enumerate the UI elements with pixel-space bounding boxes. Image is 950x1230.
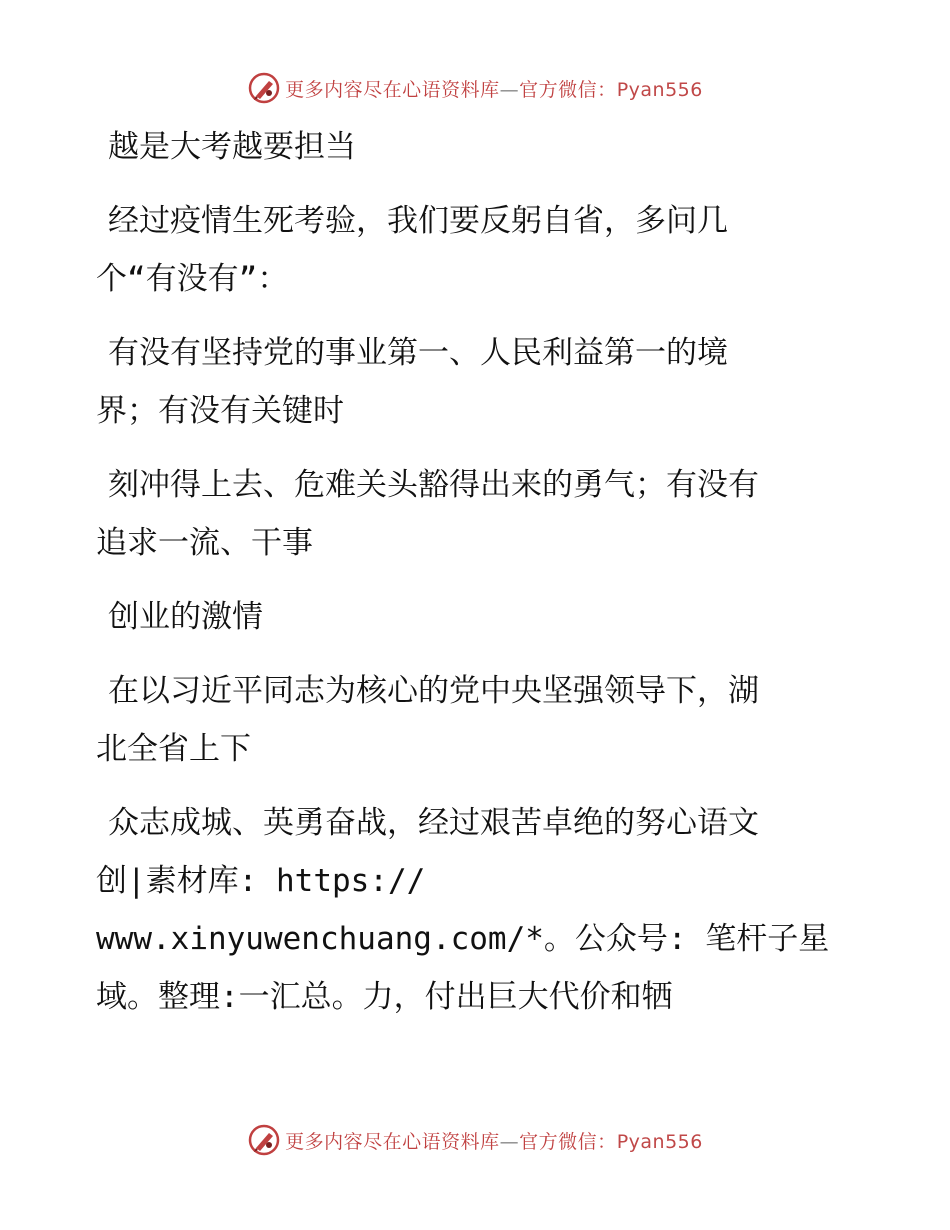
footer-banner-inner [247, 1122, 703, 1158]
header-banner-main: 更多内容尽在心语资料库 [285, 78, 500, 101]
paragraph-line: 域。整理:一汇总。力，付出巨大代价和牺 [96, 979, 673, 1015]
pen-logo-icon [247, 1123, 281, 1157]
header-banner-text [285, 75, 703, 102]
footer-banner-main: 更多内容尽在心语资料库 [285, 1130, 500, 1153]
paragraph-4 [96, 456, 836, 572]
footer-banner-id: Pyan556 [616, 1130, 703, 1153]
paragraph-line: 创|素材库: https:// [96, 863, 426, 899]
paragraph-line: 经过疫情生死考验，我们要反躬自省，多问几 [108, 203, 728, 239]
footer-banner-official: 官方微信： [519, 1130, 617, 1153]
paragraph-line: www.xinyuwenchuang.com/*。公众号: 笔杆子星 [96, 921, 830, 957]
paragraph-5 [96, 588, 836, 646]
paragraph-line: 界；有没有关键时 [96, 393, 344, 429]
header-banner-sep: — [499, 78, 520, 101]
header-banner-inner [247, 70, 703, 106]
header-banner-id: Pyan556 [616, 78, 703, 101]
paragraph-7 [96, 794, 836, 1026]
header-banner [0, 70, 950, 106]
footer-banner-text [285, 1127, 703, 1154]
paragraph-1 [96, 118, 836, 176]
paragraph-line: 众志成城、英勇奋战，经过艰苦卓绝的努心语文 [108, 805, 759, 841]
paragraph-line: 个“有没有”： [96, 261, 289, 297]
paragraph-2 [96, 192, 836, 308]
paragraph-line: 越是大考越要担当 [108, 129, 356, 165]
paragraph-line: 创业的激情 [108, 599, 263, 635]
document-body [96, 118, 836, 1042]
paragraph-6 [96, 662, 836, 778]
header-banner-official: 官方微信： [519, 78, 617, 101]
paragraph-line: 北全省上下 [96, 731, 251, 767]
footer-banner-sep: — [499, 1130, 520, 1153]
paragraph-line: 刻冲得上去、危难关头豁得出来的勇气；有没有 [108, 467, 759, 503]
footer-banner [0, 1122, 950, 1158]
paragraph-3 [96, 324, 836, 440]
pen-logo-icon [247, 71, 281, 105]
paragraph-line: 追求一流、干事 [96, 525, 313, 561]
paragraph-line: 有没有坚持党的事业第一、人民利益第一的境 [108, 335, 728, 371]
paragraph-line: 在以习近平同志为核心的党中央坚强领导下，湖 [108, 673, 759, 709]
